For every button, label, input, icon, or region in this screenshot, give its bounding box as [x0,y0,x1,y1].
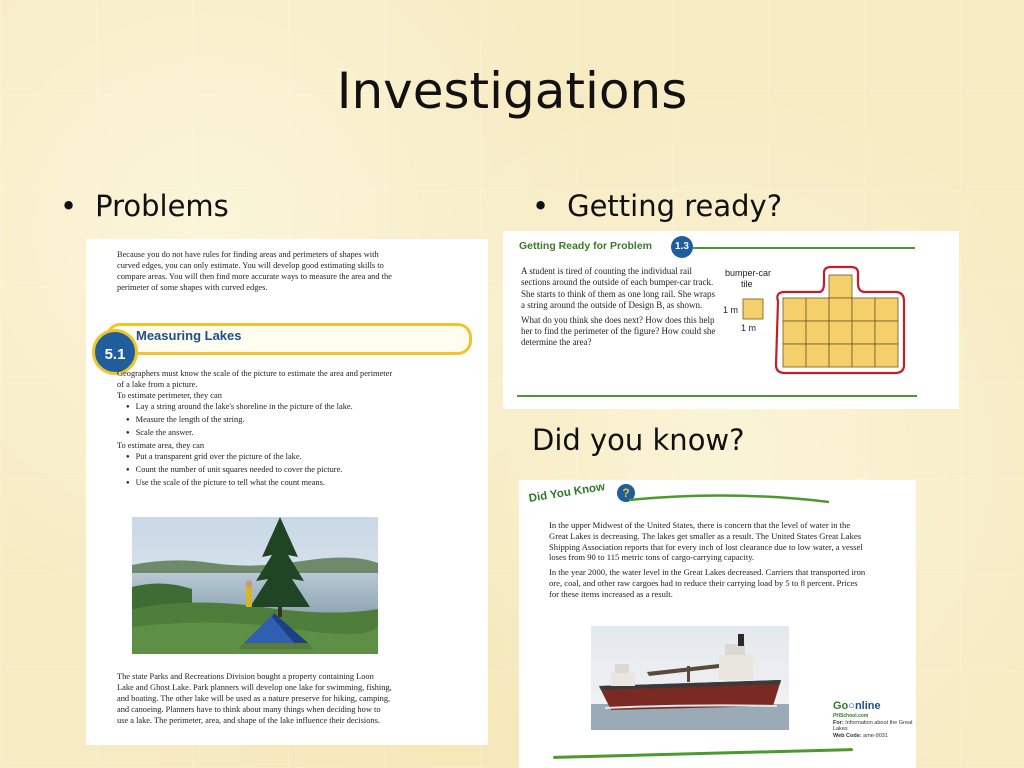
list-item: ● Put a transparent grid over the picture of the lake. [126,451,397,464]
did-you-know-paragraph-2: In the year 2000, the water level in the Great Lakes decreased. Carriers that transported iron ore, coal, and other raw cargoes had to reduce their carrying load by 5 to 8 percent. Prices for these items increased as a result. [549,567,866,599]
bullet-getting-ready [532,189,782,223]
lesson-number-badge: 5.1 [92,329,138,375]
go-online-logo-go: Go [833,700,849,712]
swoosh [629,488,829,508]
bullet-problems [60,189,229,223]
getting-ready-paragraph-1: A student is tired of counting the individual rail sections around the outside of each bumper-car track. She starts to think of them as one long rail. She wraps a string around the outside of Design B, as shown. [521,266,715,311]
divider [517,395,917,397]
bullet-problems-label: Problems [95,189,229,223]
getting-ready-heading: Getting Ready for Problem [519,240,653,252]
perimeter-lead: To estimate perimeter, they can [117,391,222,400]
did-you-know-heading: Did you know? [532,423,745,457]
divider [693,247,915,249]
did-you-know-text [549,520,869,604]
area-steps [117,451,397,490]
lesson-paragraph: Geographers must know the scale of the picture to estimate the area and perimeter of a lake from a picture. [117,369,393,389]
unit-tile [743,299,763,319]
go-online-for: For: Information about the Great Lakes [833,719,913,732]
list-item: ● Scale the answer. [126,427,397,440]
list-item: ● Measure the length of the string. [126,414,397,427]
list-item: ● Lay a string around the lake's shoreline in the picture of the lake. [126,401,397,414]
closing-paragraph: The state Parks and Recreations Division bought a property containing Loon Lake and Ghost Lake. Park planners will develop one lake for swimming, fishing, and boating. The other lake will be used as a nature preserve for hiking, camping, and canoeing. Planners have to think about many things when deciding how to use a lake. The perimeter, area, and shape of the lake influence their decisions. [117,672,392,725]
tile-label-line2: tile [741,279,753,289]
cargo-ship-photo [591,626,789,730]
getting-ready-text [521,266,716,352]
tile-bottom-label: 1 m [741,323,757,333]
problems-page-image [86,239,488,745]
perimeter-steps [117,401,397,440]
lake-camping-photo [132,517,378,654]
list-item: ● Count the number of unit squares needed to cover the picture. [126,464,397,477]
bullet-dot: • [60,189,78,223]
bullet-getting-ready-label: Getting ready? [567,189,783,223]
go-online-logo-online: nline [854,700,881,712]
question-badge: ? [617,484,635,502]
bumper-car-diagram [715,261,945,401]
go-online-box [833,700,913,739]
lesson-title: Measuring Lakes [136,328,242,343]
getting-ready-paragraph-2: What do you think she does next? How does this help her to find the perimeter of the figure? How could she determine the area? [521,314,716,348]
area-lead: To estimate area, they can [117,441,205,450]
problem-number-badge: 1.3 [671,236,693,258]
list-item: ● Use the scale of the picture to tell what the count means. [126,477,397,490]
tile-side-label: 1 m [723,305,739,315]
did-you-know-paragraph-1: In the upper Midwest of the United States, there is concern that the level of water in the Great Lakes is decreasing. The lakes get smaller as a result. The United States Great Lakes Shipping Association reports that for every inch of lost clearance due to low water, a vessel loses from 90 to 115 metric tons of cargo-carrying capacity. [549,520,863,563]
go-online-site: PHSchool.com [833,713,869,719]
bullet-dot: • [532,189,550,223]
divider [553,748,853,759]
did-you-know-label: Did You Know [527,481,606,505]
slide-title: Investigations [336,62,688,120]
getting-ready-panel [503,231,959,409]
go-online-logo: Go○nline [833,700,881,712]
did-you-know-panel [519,480,916,768]
lesson-body [117,368,397,490]
intro-paragraph: Because you do not have rules for finding areas and perimeters of shapes with curved edges, you can only estimate. You will develop good estimating skills to compare areas. You will then find more accurate ways to measure the area and the perimeter of some shapes with curved edges. [117,250,392,292]
tile-grid [783,275,898,367]
go-online-web-code: Web Code: ame-9031 [833,732,888,739]
tile-label-line1: bumper-car [725,268,772,278]
